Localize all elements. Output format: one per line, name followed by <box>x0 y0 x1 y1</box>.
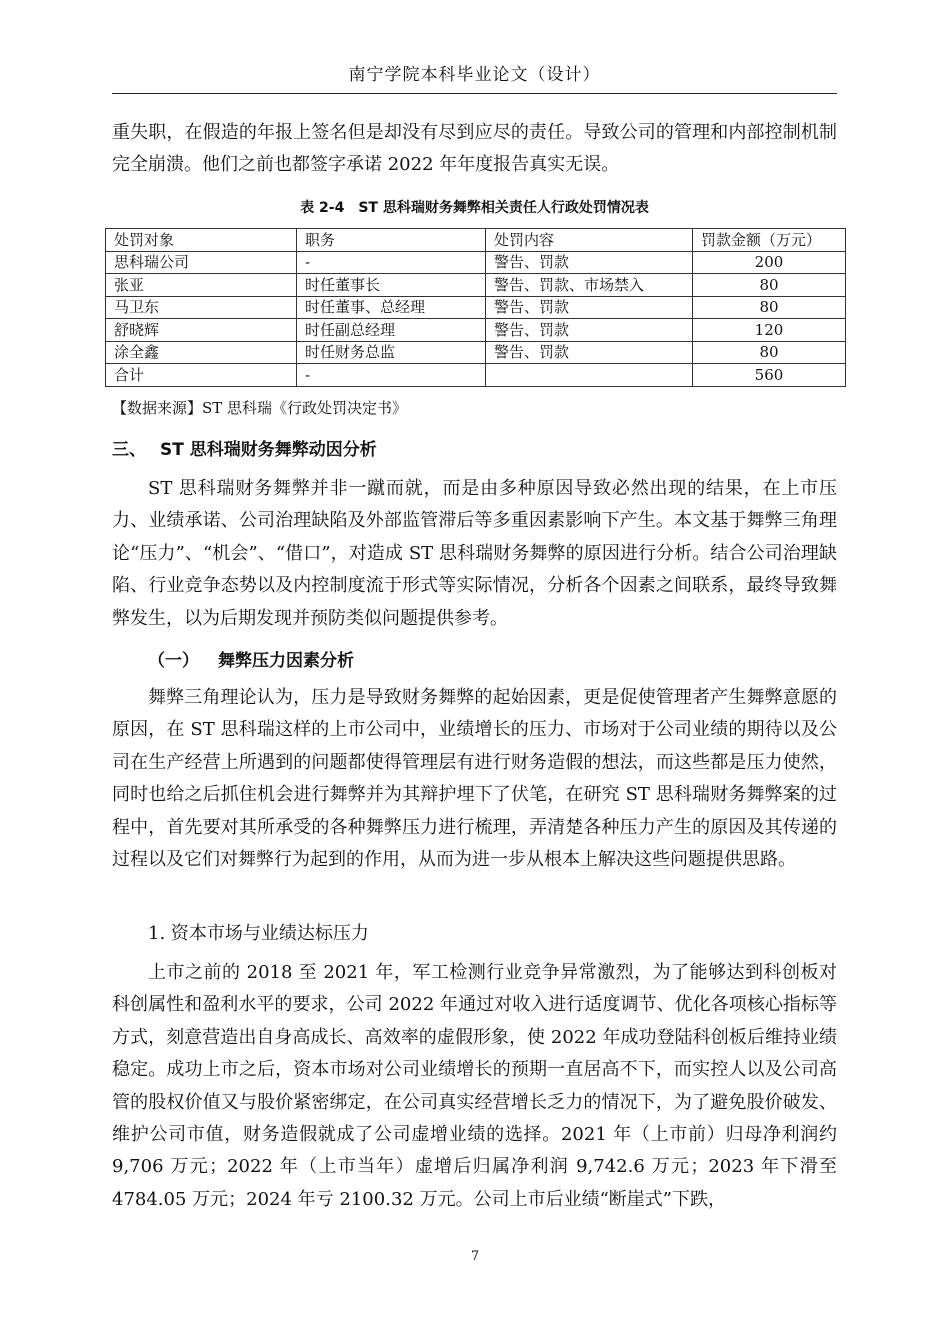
table-cell: 80 <box>693 341 846 364</box>
subsection-heading <box>148 646 354 671</box>
table-cell: 80 <box>693 274 846 297</box>
table-cell: 警告、罚款、市场禁入 <box>486 274 693 297</box>
table-cell: 200 <box>693 251 846 274</box>
table-cell: 560 <box>693 364 846 387</box>
table-cell: 警告、罚款 <box>486 319 693 342</box>
table-row <box>106 296 846 319</box>
table-cell: 警告、罚款 <box>486 296 693 319</box>
table-cell: 舒晓辉 <box>106 319 297 342</box>
table-row <box>106 251 846 274</box>
page-header: 南宁学院本科毕业论文（设计） <box>348 65 601 85</box>
table-cell: 马卫东 <box>106 296 297 319</box>
section-number: 三、 <box>112 440 146 460</box>
table-cell: 时任董事长 <box>297 274 486 297</box>
header-divider <box>112 93 837 94</box>
table-header-row <box>106 229 846 252</box>
table-cell: 警告、罚款 <box>486 341 693 364</box>
subsection-number: （一） <box>148 651 199 671</box>
table-row <box>106 274 846 297</box>
table-cell: 合计 <box>106 364 297 387</box>
table-total-row <box>106 364 846 387</box>
subsection-title: 舞弊压力因素分析 <box>218 651 354 671</box>
column-header: 职务 <box>297 229 486 252</box>
table-caption: 表 2-4 ST 思科瑞财务舞弊相关责任人行政处罚情况表 <box>300 200 649 216</box>
page-number: 7 <box>470 1249 480 1264</box>
column-header: 处罚内容 <box>486 229 693 252</box>
column-header: 罚款金额（万元） <box>693 229 846 252</box>
table-cell: - <box>297 251 486 274</box>
section-title: ST 思科瑞财务舞弊动因分析 <box>160 440 377 460</box>
table-cell: 张亚 <box>106 274 297 297</box>
table-cell: 思科瑞公司 <box>106 251 297 274</box>
table-cell: 涂全鑫 <box>106 341 297 364</box>
table-cell: 时任财务总监 <box>297 341 486 364</box>
item-paragraph: 上市之前的 2018 至 2021 年，军工检测行业竞争异常激烈，为了能够达到科创板对科创属性和盈利水平的要求，公司 2022 年通过对收入进行适度调节、优化各项核心指标等方式，刻意营造出自身高成长、高效率的虚假形象，使 2022 年成功登陆科创板后维持业绩稳定。成功上市之后，资本市场对公司业绩增长的预期一直居高不下，而实控人以及公司高管的股权价值又与股价紧密绑定，在公司真实经营增长乏力的情况下，为了避免股价破发、维护公司市值，财务造假就成了公司虚增业绩的选择。2021 年（上市前）归母净利润约 9,706 万元；2022 年（上市当年）虚增后归属净利润 9,742.6 万元；2023 年下滑至 4784.05 万元；2024 年亏 2100.32 万元。公司上市后业绩“断崖式”下跌， <box>112 962 837 1210</box>
item-heading: 1. 资本市场与业绩达标压力 <box>148 923 369 944</box>
intro-paragraph: 重失职，在假造的年报上签名但是却没有尽到应尽的责任。导致公司的管理和内部控制机制完全崩溃。他们之前也都签字承诺 2022 年年度报告真实无误。 <box>112 122 837 176</box>
table-cell: 警告、罚款 <box>486 251 693 274</box>
section-heading <box>112 435 377 460</box>
column-header: 处罚对象 <box>106 229 297 252</box>
penalty-table <box>105 228 846 387</box>
table-cell: 时任董事、总经理 <box>297 296 486 319</box>
table-cell: 120 <box>693 319 846 342</box>
section-paragraph: ST 思科瑞财务舞弊并非一蹴而就，而是由多种原因导致必然出现的结果，在上市压力、业绩承诺、公司治理缺陷及外部监管滞后等多重因素影响下产生。本文基于舞弊三角理论“压力”、“机会”、“借口”，对造成 ST 思科瑞财务舞弊的原因进行分析。结合公司治理缺陷、行业竞争态势以及内控制度流于形式等实际情况，分析各个因素之间联系，最终导致舞弊发生，以为后期发现并预防类似问题提供参考。 <box>112 478 837 629</box>
subsection-paragraph: 舞弊三角理论认为，压力是导致财务舞弊的起始因素，更是促使管理者产生舞弊意愿的原因，在 ST 思科瑞这样的上市公司中，业绩增长的压力、市场对于公司业绩的期待以及公司在生产经营上所遇到的问题都使得管理层有进行财务造假的想法，而这些都是压力使然，同时也给之后抓住机会进行舞弊并为其辩护埋下了伏笔，在研究 ST 思科瑞财务舞弊案的过程中，首先要对其所承受的各种舞弊压力进行梳理，弄清楚各种压力产生的原因及其传递的过程以及它们对舞弊行为起到的作用，从而为进一步从根本上解决这些问题提供思路。 <box>112 687 837 871</box>
table-cell: 80 <box>693 296 846 319</box>
table-row <box>106 319 846 342</box>
table-row <box>106 341 846 364</box>
table-cell: - <box>297 364 486 387</box>
table-source-note: 【数据来源】ST 思科瑞《行政处罚决定书》 <box>112 399 408 417</box>
table-cell <box>486 364 693 387</box>
table-cell: 时任副总经理 <box>297 319 486 342</box>
